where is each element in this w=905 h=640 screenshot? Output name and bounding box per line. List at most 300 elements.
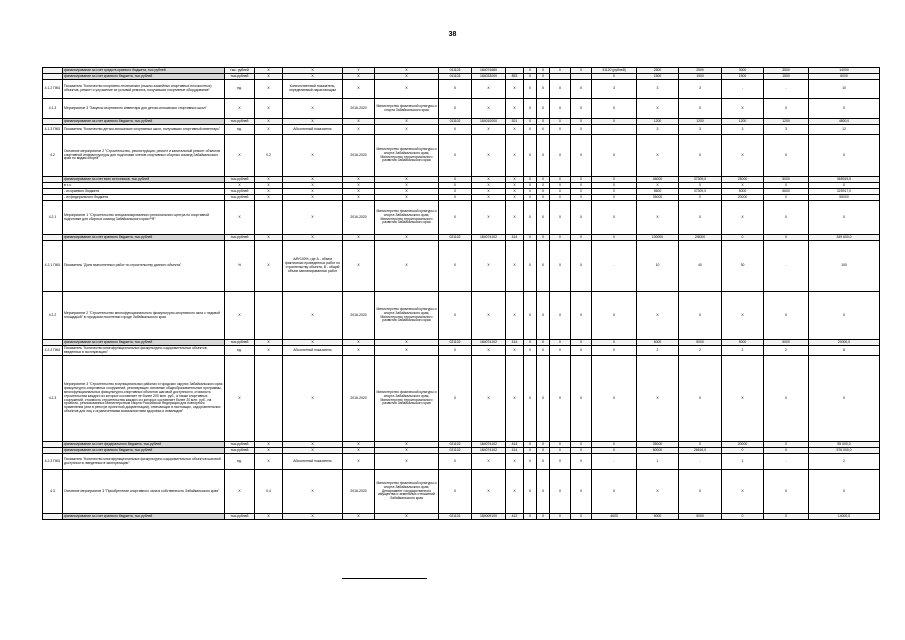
table-cell: X [439,356,472,442]
table-cell: X [375,177,439,183]
table-cell: X [472,125,506,135]
table-cell: X [343,340,375,346]
table-cell: X [571,470,592,514]
table-cell: X [255,125,283,135]
table-cell: тыс. рублей [225,68,255,74]
table-cell: X [524,189,537,195]
table-cell: X [439,135,472,177]
table-cell: 14000 [809,68,880,74]
table-cell: X [550,470,571,514]
description-cell: Показатель "Доля выполненных работ по строительству данного объекта" [63,241,225,292]
table-cell: 0 [722,514,764,520]
table-cell: X [550,135,571,177]
table-cell: X [343,442,375,448]
description-cell: Основное мероприятие 3 "Приобретение спортивного зала в собственность Забайкальского края" [63,470,225,514]
table-cell: 4800,0 [809,119,880,125]
table-cell: 521 [506,119,524,125]
table-cell: 35000 [637,195,679,201]
table-cell: 0 [592,448,637,454]
table-cell: X [439,80,472,99]
financing-row [43,514,880,520]
table-cell: X [439,241,472,292]
table-cell: 184074102 [472,235,506,241]
table-cell: X [550,99,571,119]
table-cell: X [722,292,764,340]
table-cell: X [472,189,506,195]
table-row [43,292,880,340]
table-cell: 0 [679,195,722,201]
table-cell: X [524,292,537,340]
table-cell: 4600 [592,514,637,520]
table-cell: X [472,99,506,119]
table-cell: X [439,99,472,119]
table-cell: X [283,74,343,80]
table-cell: X [524,135,537,177]
table-cell: 021102 [439,340,472,346]
table-cell: 0 [764,448,809,454]
table-cell: X [506,125,524,135]
table-cell: X [283,99,343,119]
table-cell: X [537,356,550,442]
table-cell: X [571,125,592,135]
table-cell: X [343,195,375,201]
table-cell: X [637,99,679,119]
table-cell: X [537,235,550,241]
table-cell: X [255,241,283,292]
table-cell: X [550,201,571,235]
table-cell: X [550,125,571,135]
table-cell: X [506,80,524,99]
table-cell: X [255,235,283,241]
table-cell: тыс.рублей [225,340,255,346]
table-cell: 2/6000 [679,235,722,241]
table-cell: 0 [550,235,571,241]
table-cell: X [571,241,592,292]
table-cell: тыс.рублей [225,448,255,454]
table-cell: 2016-2020 [343,356,375,442]
row-number-cell: 4.2.2 ПМ1 [43,346,63,356]
table-cell: X [343,448,375,454]
table-cell [255,201,283,235]
table-cell: X [524,454,537,470]
row-number-cell: 4.1.3 [43,99,63,119]
table-cell: X [472,195,506,201]
table-cell: X [472,346,506,356]
description-cell: Основное мероприятие 2 "Строительство, реконструкция, ремонт и капитальный ремонт объектов спортивной инфраструктуры для подготовки членов спортивных сборных команд Забайкальского края по видам спорта" [63,135,225,177]
table-cell: X [472,470,506,514]
table-cell: 1500 [679,74,722,80]
table-cell: 0 [550,340,571,346]
table-cell: X [255,195,283,201]
table-cell: X [506,356,524,442]
table-cell: 5600 [637,189,679,195]
table-cell: X [524,235,537,241]
table-cell: X [283,514,343,520]
table-cell: 6000 [809,74,880,80]
table-cell: 414 [506,442,524,448]
table-cell: X [809,292,880,340]
row-number-cell: 4.2.2 [43,292,63,340]
table-cell: 0,4 [255,470,283,514]
table-cell: X [343,346,375,356]
table-cell: X [537,448,550,454]
table-cell: 0 [764,514,809,520]
table-cell: X [283,470,343,514]
table-cell: X [375,340,439,346]
table-cell: Министерство физической культуры и спорта Забайкальского края, Департамент государственного имущества и земельных отношений Забайкальского края [375,470,439,514]
table-cell: X [255,177,283,183]
table-cell: X [283,183,343,189]
table-cell: 184074102 [472,442,506,448]
description-cell: Мероприятие 2 "Строительство многофункционального физкультурно-спортивного зала с ледовой площадкой" в городском поселении городе Забайкальского края [63,292,225,340]
table-cell: X [343,80,375,99]
table-cell: X [283,68,343,74]
description-cell: - из краевого бюджета [63,189,225,195]
table-cell: X [679,356,722,442]
table-row [43,470,880,514]
table-cell: 100 [809,241,880,292]
table-cell: - [679,454,722,470]
table-cell: 0 [571,68,592,74]
table-cell: 0 [722,235,764,241]
table-cell: 5000 [764,177,809,183]
table-cell: 0 [550,195,571,201]
table-cell: X [524,177,537,183]
table-cell: X [537,340,550,346]
table-cell: 1 [637,454,679,470]
table-cell: X [343,235,375,241]
description-cell: финансирование за счет всех источников, тыс.рублей [63,177,225,183]
table-cell: 0 [592,340,637,346]
table-cell: X [571,346,592,356]
table-cell: X [225,470,255,514]
table-row [43,135,880,177]
table-cell: 0 [550,68,571,74]
table-cell: 100000 [637,235,679,241]
table-row [43,125,880,135]
table-cell: X [550,356,571,442]
table-cell: 3 [679,125,722,135]
table-cell: 3 [722,125,764,135]
table-cell: 10 [809,80,880,99]
description-cell: финансирование за счет федерального бюджета, тыс.рублей [63,442,225,448]
table-cell: X [375,195,439,201]
table-cell: X [571,292,592,340]
table-cell: X [524,356,537,442]
table-cell: X [375,119,439,125]
table-cell: X [225,292,255,340]
table-cell: X [764,201,809,235]
table-cell: X [472,80,506,99]
table-cell: Абсолютный показатель [283,125,343,135]
table-cell: Y [343,68,375,74]
table-cell: X [809,99,880,119]
table-cell [255,356,283,442]
table-cell: 5600 [764,189,809,195]
table-cell: X [375,189,439,195]
table-row [43,356,880,442]
table-cell: X [637,292,679,340]
table-cell: X [537,470,550,514]
table-row [43,241,880,292]
table-cell: Абсолютный показатель [283,346,343,356]
table-cell: X [283,442,343,448]
table-cell: 0 [571,448,592,454]
table-cell: X [439,346,472,356]
table-cell: X [506,470,524,514]
table-cell: 0 [571,177,592,183]
description-cell: Показатель "Количество многофункциональных физкультурно-оздоровительных объектов шаговой доступности, введенных в эксплуатацию" [63,454,225,470]
table-cell: Министерство физической культуры и спорта Забайкальского края [375,99,439,119]
table-row [43,454,880,470]
table-cell: 0 [571,189,592,195]
table-cell: - [764,80,809,99]
table-cell: X [524,183,537,189]
table-cell: Министерство физической культуры и спорта Забайкальского края, Министерство территориального развития Забайкальского края [375,201,439,235]
table-cell: X [472,356,506,442]
table-cell: тыс.рублей [225,442,255,448]
table-cell: X [472,183,506,189]
table-cell: X [679,292,722,340]
table-cell: X [550,183,571,189]
table-cell: X [809,201,880,235]
table-cell: 412 [506,514,524,520]
table-cell: 184010000 [472,119,506,125]
table-cell: X [764,470,809,514]
table-cell: X [375,346,439,356]
description-cell: финансирование за счет краевого бюджета, тыс.рублей [63,340,225,346]
table-cell: Абсолютный показатель [283,454,343,470]
table-cell: 0 [722,448,764,454]
description-cell: финансирование за счет краевого бюджета, тыс.рублей [63,74,225,80]
table-cell: X [679,99,722,119]
table-cell: 349 600,0 [809,235,880,241]
table-cell: 8 [809,346,880,356]
table-cell: X [506,241,524,292]
description-cell: финансирование за счет краевого бюджета, тыс.рублей [63,448,225,454]
table-cell: X [439,183,472,189]
table-cell: 0 [550,119,571,125]
table-cell: 3 [637,125,679,135]
table-cell: X [537,68,550,74]
table-cell: 5000 [722,340,764,346]
table-cell: 60000 [637,448,679,454]
table-cell: - [722,80,764,99]
program-table [42,67,880,520]
table-cell: X [537,292,550,340]
table-cell: X [283,292,343,340]
table-cell: X [283,189,343,195]
table-cell: X [571,201,592,235]
table-cell: 5000 [722,189,764,195]
table-cell: X [343,119,375,125]
table-cell: X [571,80,592,99]
table-cell: - [764,241,809,292]
table-cell: 37309,0 [679,189,722,195]
table-cell: X [506,183,524,189]
table-cell: 021102 [439,235,472,241]
description-cell: в т.ч. [63,183,225,189]
table-cell: X [524,80,537,99]
table-cell: 55 000,0 [809,442,880,448]
table-cell: X [524,470,537,514]
table-cell: X [439,201,472,235]
table-cell: 184074680 [472,68,506,74]
table-cell: ед. [225,346,255,356]
table-cell: 011102 [439,119,472,125]
table-cell: X [439,189,472,195]
table-cell: X [283,135,343,177]
table-cell: 20000 [722,195,764,201]
table-cell: X [343,183,375,189]
table-cell: 0 [592,442,637,448]
table-cell: X [722,356,764,442]
table-cell: А/В*100%, где А - объем фактически проведенных работ по строительству объекта, В - общий объем запланированных работ [283,241,343,292]
table-cell: 1 [722,454,764,470]
table-cell: X [550,346,571,356]
table-cell: 0 [571,235,592,241]
table-cell: X [375,514,439,520]
table-cell: 1200 [637,119,679,125]
table-cell: X [506,454,524,470]
table-cell: 0 [550,514,571,520]
table-cell: X [524,68,537,74]
table-cell: 1200 [764,119,809,125]
table-cell: Министерство физической культуры и спорта Забайкальского края, Министерство территориального развития Забайкальского края [375,135,439,177]
table-cell: X [679,201,722,235]
table-cell: 20000 [722,442,764,448]
table-cell: 3 [764,125,809,135]
table-cell: X [375,454,439,470]
description-cell: Мероприятие 1 "Строительство специализированного регионального центра по спортивной подготовке для сборных команд Забайкальского края РФ" [63,201,225,235]
table-row [43,346,880,356]
table-cell: X [255,119,283,125]
table-cell: 26616,0 [679,448,722,454]
table-cell: X [537,135,550,177]
table-cell: X [472,201,506,235]
table-cell: 5000 [764,340,809,346]
table-cell: 2 [764,346,809,356]
table-cell: X [537,514,550,520]
table-cell: Количественный показатель, определяемый нарастающим [283,80,343,99]
table-cell: X [537,183,550,189]
table-cell: X [255,183,283,189]
table-cell: 3 [679,80,722,99]
description-cell: Мероприятие 3 "Закупка спортивного инвентаря для детско-юношеских спортивных школ" [63,99,225,119]
table-cell: X [722,183,764,189]
table-cell: 3000 [722,68,764,74]
table-cell: X [439,125,472,135]
table-cell: X [255,448,283,454]
row-number-cell: 4.2.1 [43,201,63,235]
table-cell: X [537,125,550,135]
table-cell: X [343,189,375,195]
table-cell: X [524,74,537,80]
table-cell: ед. [225,80,255,99]
table-cell: X [255,99,283,119]
table-cell: X [506,292,524,340]
table-cell: X [506,177,524,183]
table-cell: X [255,74,283,80]
table-cell: 184009100 [472,514,506,520]
table-cell: 011103 [439,68,472,74]
table-cell: X [537,177,550,183]
table-cell: X [283,177,343,183]
table-cell: X [679,135,722,177]
table-cell: 2016-2020 [343,99,375,119]
table-cell: 2500 [679,68,722,74]
table-cell: X [283,448,343,454]
table-cell: X [637,201,679,235]
table-cell: X [343,241,375,292]
table-cell: 37309,0 [679,177,722,183]
table-cell: X [637,356,679,442]
table-cell: 20000,0 [809,340,880,346]
table-cell: 0 [571,195,592,201]
row-number-cell: 4.1.3 ПМ1 [43,125,63,135]
table-cell: X [764,356,809,442]
table-cell: X [537,74,550,80]
table-cell: X [524,340,537,346]
table-cell: 414 [506,235,524,241]
table-cell: 0 [764,195,809,201]
table-cell: X [375,183,439,189]
page-number: 38 [448,31,457,38]
table-cell: X [809,470,880,514]
table-cell: X [225,356,255,442]
table-cell: X [592,292,637,340]
table-cell: 0 [592,346,637,356]
description-cell: Показатель "Количество многофункциональных физкультурно-оздоровительных объектов, введенных в эксплуатацию" [63,346,225,356]
description-cell: Мероприятие 3 "Строительство в муниципальных районах и городских округах Забайкальского края физкультурно-спортивных сооружений, реализующих основные общеобразовательные программы, многофункциональных физкультурно-спортивных объектов шаговой доступности, стоимость строительства каждого из которых составляет не более 200 млн. руб., а также спортивных сооружений, стоимость строительства каждого из которых составляет более 20 млн. руб., на проектах, реализованных Министерством спорта Российской Федерации для повторного применения (или в реестре проектной документации), отвечающих в настоящих, оздоровительных объектов для лиц с ограниченными возможностями здоровья и инвалидов" [63,356,225,442]
table-cell: 1500 [764,74,809,80]
table-cell: 021101 [439,514,472,520]
table-cell: 14000,0 [809,514,880,520]
table-cell: X [255,189,283,195]
table-cell: X [506,99,524,119]
table-cell: X [375,442,439,448]
table-cell: 184074102 [472,340,506,346]
description-cell: Показатель "Количество спортивно-технических (лыжно-хоккейных спортивных плоскостных) объектов, ремонт и улучшение их условий ремонта, получивших спортивное оборудование" [63,80,225,99]
table-cell: 0 [550,177,571,183]
table-cell: 414 [506,340,524,346]
table-cell: X [472,135,506,177]
table-cell: 2016-2020 [343,201,375,235]
table-cell: X [637,470,679,514]
table-cell: X [472,241,506,292]
description-cell: финансирование за счет краевого бюджета, тыс.рублей [63,235,225,241]
table-cell: 414 [506,448,524,454]
table-cell: 0 [764,235,809,241]
table-cell: X [679,470,722,514]
table-cell: X [550,454,571,470]
description-cell: - из федерального бюджета [63,195,225,201]
table-cell: 55000 [809,195,880,201]
table-cell: X [225,183,255,189]
table-cell: 365919,5 [809,177,880,183]
table-cell: 2016-2020 [343,470,375,514]
table-cell: X [439,195,472,201]
table-cell: X [255,514,283,520]
table-cell: X [592,135,637,177]
table-cell: X [722,135,764,177]
row-number-cell: 4.2.1 ПМ1 [43,241,63,292]
footer-divider [342,578,427,579]
table-cell: 0 [571,442,592,448]
table-cell: X [764,99,809,119]
table-cell: X [722,201,764,235]
table-cell: X [571,356,592,442]
